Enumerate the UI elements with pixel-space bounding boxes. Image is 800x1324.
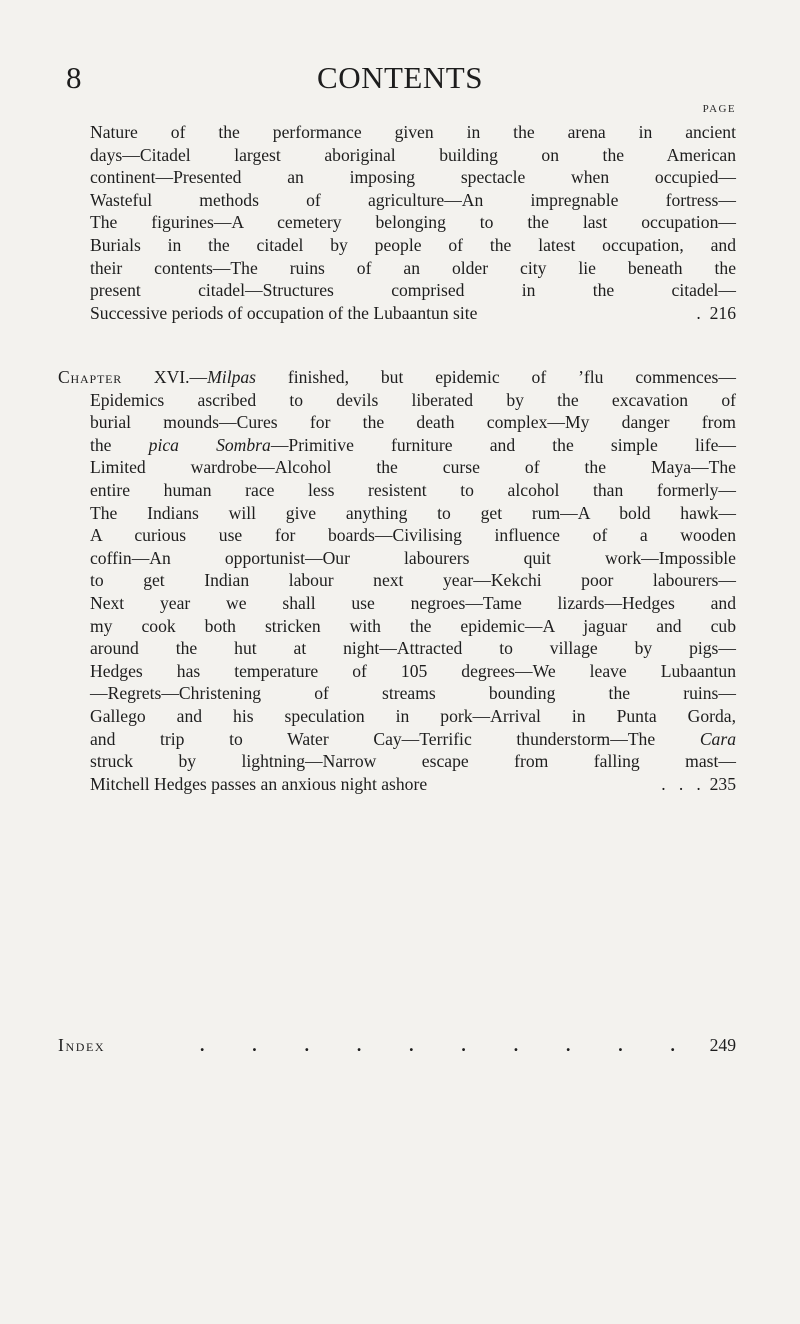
toc-line xyxy=(90,434,736,457)
page-number: 8 xyxy=(66,60,82,95)
index-label: Index xyxy=(58,1035,106,1055)
italic-term: Cara xyxy=(699,728,736,749)
toc-line: struck by lightning—Narrow escape from falling mast— xyxy=(90,751,736,772)
toc-line: Nature of the performance given in the arena in ancient xyxy=(90,122,736,142)
toc-line: Next year we shall use negroes—Tame lizards—Hedges and xyxy=(90,592,736,613)
toc-line: Burials in the citadel by people of the latest occupation, and xyxy=(90,234,736,255)
leader-dot: . xyxy=(409,1035,414,1055)
index-dot-leader xyxy=(200,1034,675,1057)
toc-line: my cook both stricken with the epidemic—A jaguar and cub xyxy=(90,615,736,636)
toc-line: coffin—An opportunist—Our labourers quit work—Impossible xyxy=(90,547,736,568)
leader-dot: . xyxy=(461,1035,466,1055)
page-ref: 216 xyxy=(709,303,736,323)
leader-dot: . xyxy=(513,1035,519,1055)
toc-entry-page-235 xyxy=(618,773,736,796)
line-text: finished, but epidemic of ’flu commences— xyxy=(256,367,736,387)
toc-line: Limited wardrobe—Alcohol the curse of the Maya—The xyxy=(90,457,736,478)
running-title: CONTENTS xyxy=(317,60,483,95)
toc-line xyxy=(58,366,736,389)
line-text: —Primitive furniture and the simple life— xyxy=(270,434,736,455)
toc-line: around the hut at night—Attracted to village by pigs— xyxy=(90,638,736,659)
toc-line: Successive periods of occupation of the Lubaantun site xyxy=(90,302,478,323)
dot-leader: . xyxy=(696,303,701,323)
toc-line: A curious use for boards—Civilising influence of a wooden xyxy=(90,525,736,546)
toc-line: —Regrets—Christening of streams bounding the ruins— xyxy=(90,683,736,704)
page-ref: 235 xyxy=(709,774,736,794)
toc-line: continent—Presented an imposing spectacle when occupied— xyxy=(90,167,736,188)
leader-dot: . xyxy=(670,1035,675,1055)
toc-line: The Indians will give anything to get rum—A bold hawk— xyxy=(90,502,736,523)
index-page-ref: 249 xyxy=(709,1035,736,1055)
page-column-label: PAGE xyxy=(702,103,736,115)
dot-leader: . . . xyxy=(661,774,701,794)
toc-line: Wasteful methods of agriculture—An impregnable fortress— xyxy=(90,189,736,210)
toc-entry-chapter-xv-continued xyxy=(90,121,736,324)
line-text: and trip to Water Cay—Terrific thunderstorm—The xyxy=(90,728,700,749)
toc-line: Epidemics ascribed to devils liberated by the excavation of xyxy=(90,389,736,410)
toc-line: Gallego and his speculation in pork—Arrival in Punta Gorda, xyxy=(90,705,736,726)
leader-dot: . xyxy=(200,1035,205,1055)
toc-line: present citadel—Structures comprised in the citadel— xyxy=(90,280,736,301)
toc-entry-chapter-xvi xyxy=(58,366,736,795)
toc-line: to get Indian labour next year—Kekchi poor labourers— xyxy=(90,570,736,591)
leader-dot: . xyxy=(565,1035,571,1055)
chapter-label: Chapter xyxy=(58,367,123,387)
leader-dot: . xyxy=(304,1035,309,1055)
toc-line: Hedges has temperature of 105 degrees—We leave Lubaantun xyxy=(90,660,736,681)
leader-dot: . xyxy=(356,1035,362,1055)
toc-line: days—Citadel largest aboriginal building on the American xyxy=(90,144,736,165)
leader-dot: . xyxy=(252,1035,257,1055)
toc-entry-page-216 xyxy=(618,302,736,325)
leader-dot: . xyxy=(618,1035,623,1055)
toc-line: their contents—The ruins of an older city lie beneath the xyxy=(90,257,736,278)
toc-line xyxy=(90,728,736,751)
toc-line: burial mounds—Cures for the death complex—My danger from xyxy=(90,412,736,433)
toc-line: The figurines—A cemetery belonging to the last occupation— xyxy=(90,212,736,233)
toc-index-entry xyxy=(58,1034,736,1057)
page-header xyxy=(0,58,800,98)
italic-term: Milpas xyxy=(207,367,257,387)
line-text: the xyxy=(90,434,149,455)
toc-line: entire human race less resistent to alcohol than formerly— xyxy=(90,479,736,500)
chapter-number: XVI.— xyxy=(153,367,208,387)
italic-term: pica Sombra xyxy=(148,434,271,455)
toc-line: Mitchell Hedges passes an anxious night ashore xyxy=(90,773,428,794)
